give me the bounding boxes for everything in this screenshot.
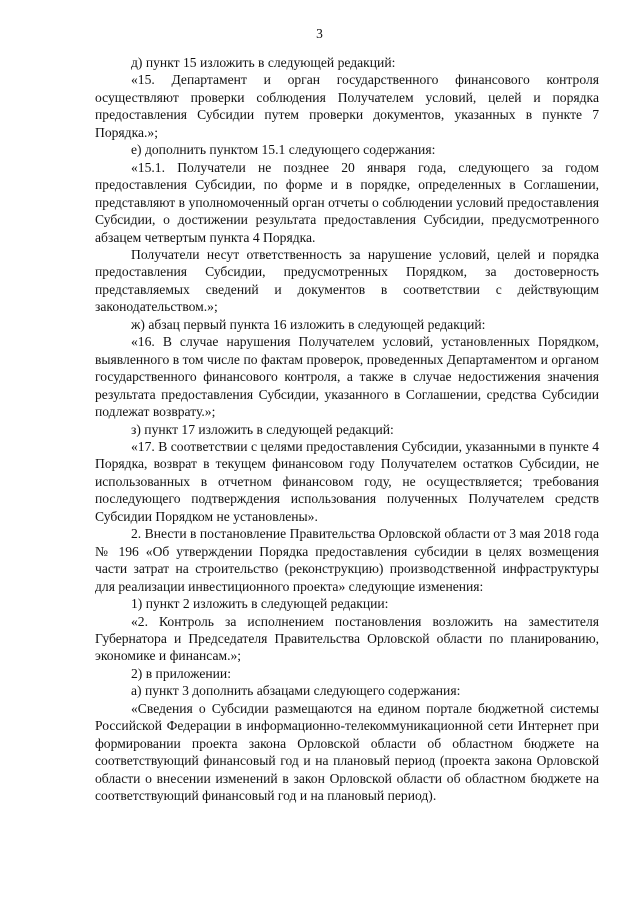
paragraph-point-2-quote: «2. Контроль за исполнением постановления возложить на заместителя Губернатора и Председателя Правительства Орловской области по планированию, экономике и финансам.»; — [95, 613, 599, 664]
paragraph-z-intro: з) пункт 17 изложить в следующей редакций: — [131, 421, 394, 437]
paragraph-subsidy-info: «Сведения о Субсидии размещаются на едином портале бюджетной системы Российской Федерации в информационно-телекоммуникационной сети Интернет при формировании проекта закона Орловской области об областном бюджете на соответствующий финансовый год и на плановый период (проекта закона Орловской области о внесении изменений в закон Орловской области об областном бюджете на соответствующий финансовый год и на плановый период). — [95, 700, 599, 804]
paragraph-section-2: 2. Внести в постановление Правительства Орловской области от 3 мая 2018 года № 196 «Об утверждении Порядка предоставления субсидии в целях возмещения части затрат на строительство (реконструкцию) производственной инфраструктуры для реализации инвестиционного проекта» следующие изменения: — [95, 526, 599, 594]
paragraph-point-15: «15. Департамент и орган государственного финансового контроля осуществляют проверки соблюдения Получателем условий, целей и порядка предоставления Субсидии путем проверки документов, указанных в пункте 7 Порядка.»; — [95, 72, 599, 140]
paragraph-point-15-1: «15.1. Получатели не позднее 20 января года, следующего за годом предоставления Субсидии, по форме и в порядке, определенных в Соглашении, представляют в уполномоченный орган отчеты о соблюдении условий предоставления Субсидии, о достижении результата предоставления Субсидии, предусмотренного абзацем четвертым пункта 4 Порядка. — [95, 159, 599, 245]
paragraph-point-16: «16. В случае нарушения Получателем условий, установленных Порядком, выявленного в том числе по фактам проверок, проведенных Департаментом и органом государственного финансового контроля, а также в случае недостижения значения результата предоставления Субсидии, указанного в Соглашении, средства Субсидии подлежат возврату.»; — [95, 334, 599, 420]
paragraph-recipients-responsibility: Получатели несут ответственность за нарушение условий, целей и порядка предоставления Субсидии, предусмотренных Порядком, за достоверность представляемых сведений и документов в соответствии с действующим законодательством.»; — [95, 246, 599, 315]
document-body — [95, 54, 599, 804]
paragraph-point-17: «17. В соответствии с целями предоставления Субсидии, указанными в пункте 4 Порядка, возврат в текущем финансовом году Получателем остатков Субсидии, не использованных в отчетном финансовом году, не осуществляется; требования последующего подтверждения использования полученных Получателем средств Субсидии Порядком не установлены». — [95, 438, 599, 524]
paragraph-e-intro: е) дополнить пунктом 15.1 следующего содержания: — [131, 142, 436, 158]
paragraph-item-2: 2) в приложении: — [131, 665, 231, 681]
paragraph-item-a: а) пункт 3 дополнить абзацами следующего содержания: — [131, 683, 461, 699]
page-number: 3 — [316, 26, 323, 41]
paragraph-d-intro: д) пункт 15 изложить в следующей редакций: — [131, 55, 396, 70]
paragraph-item-1: 1) пункт 2 изложить в следующей редакции: — [131, 596, 389, 612]
paragraph-zh-intro: ж) абзац первый пункта 16 изложить в следующей редакций: — [131, 316, 486, 332]
